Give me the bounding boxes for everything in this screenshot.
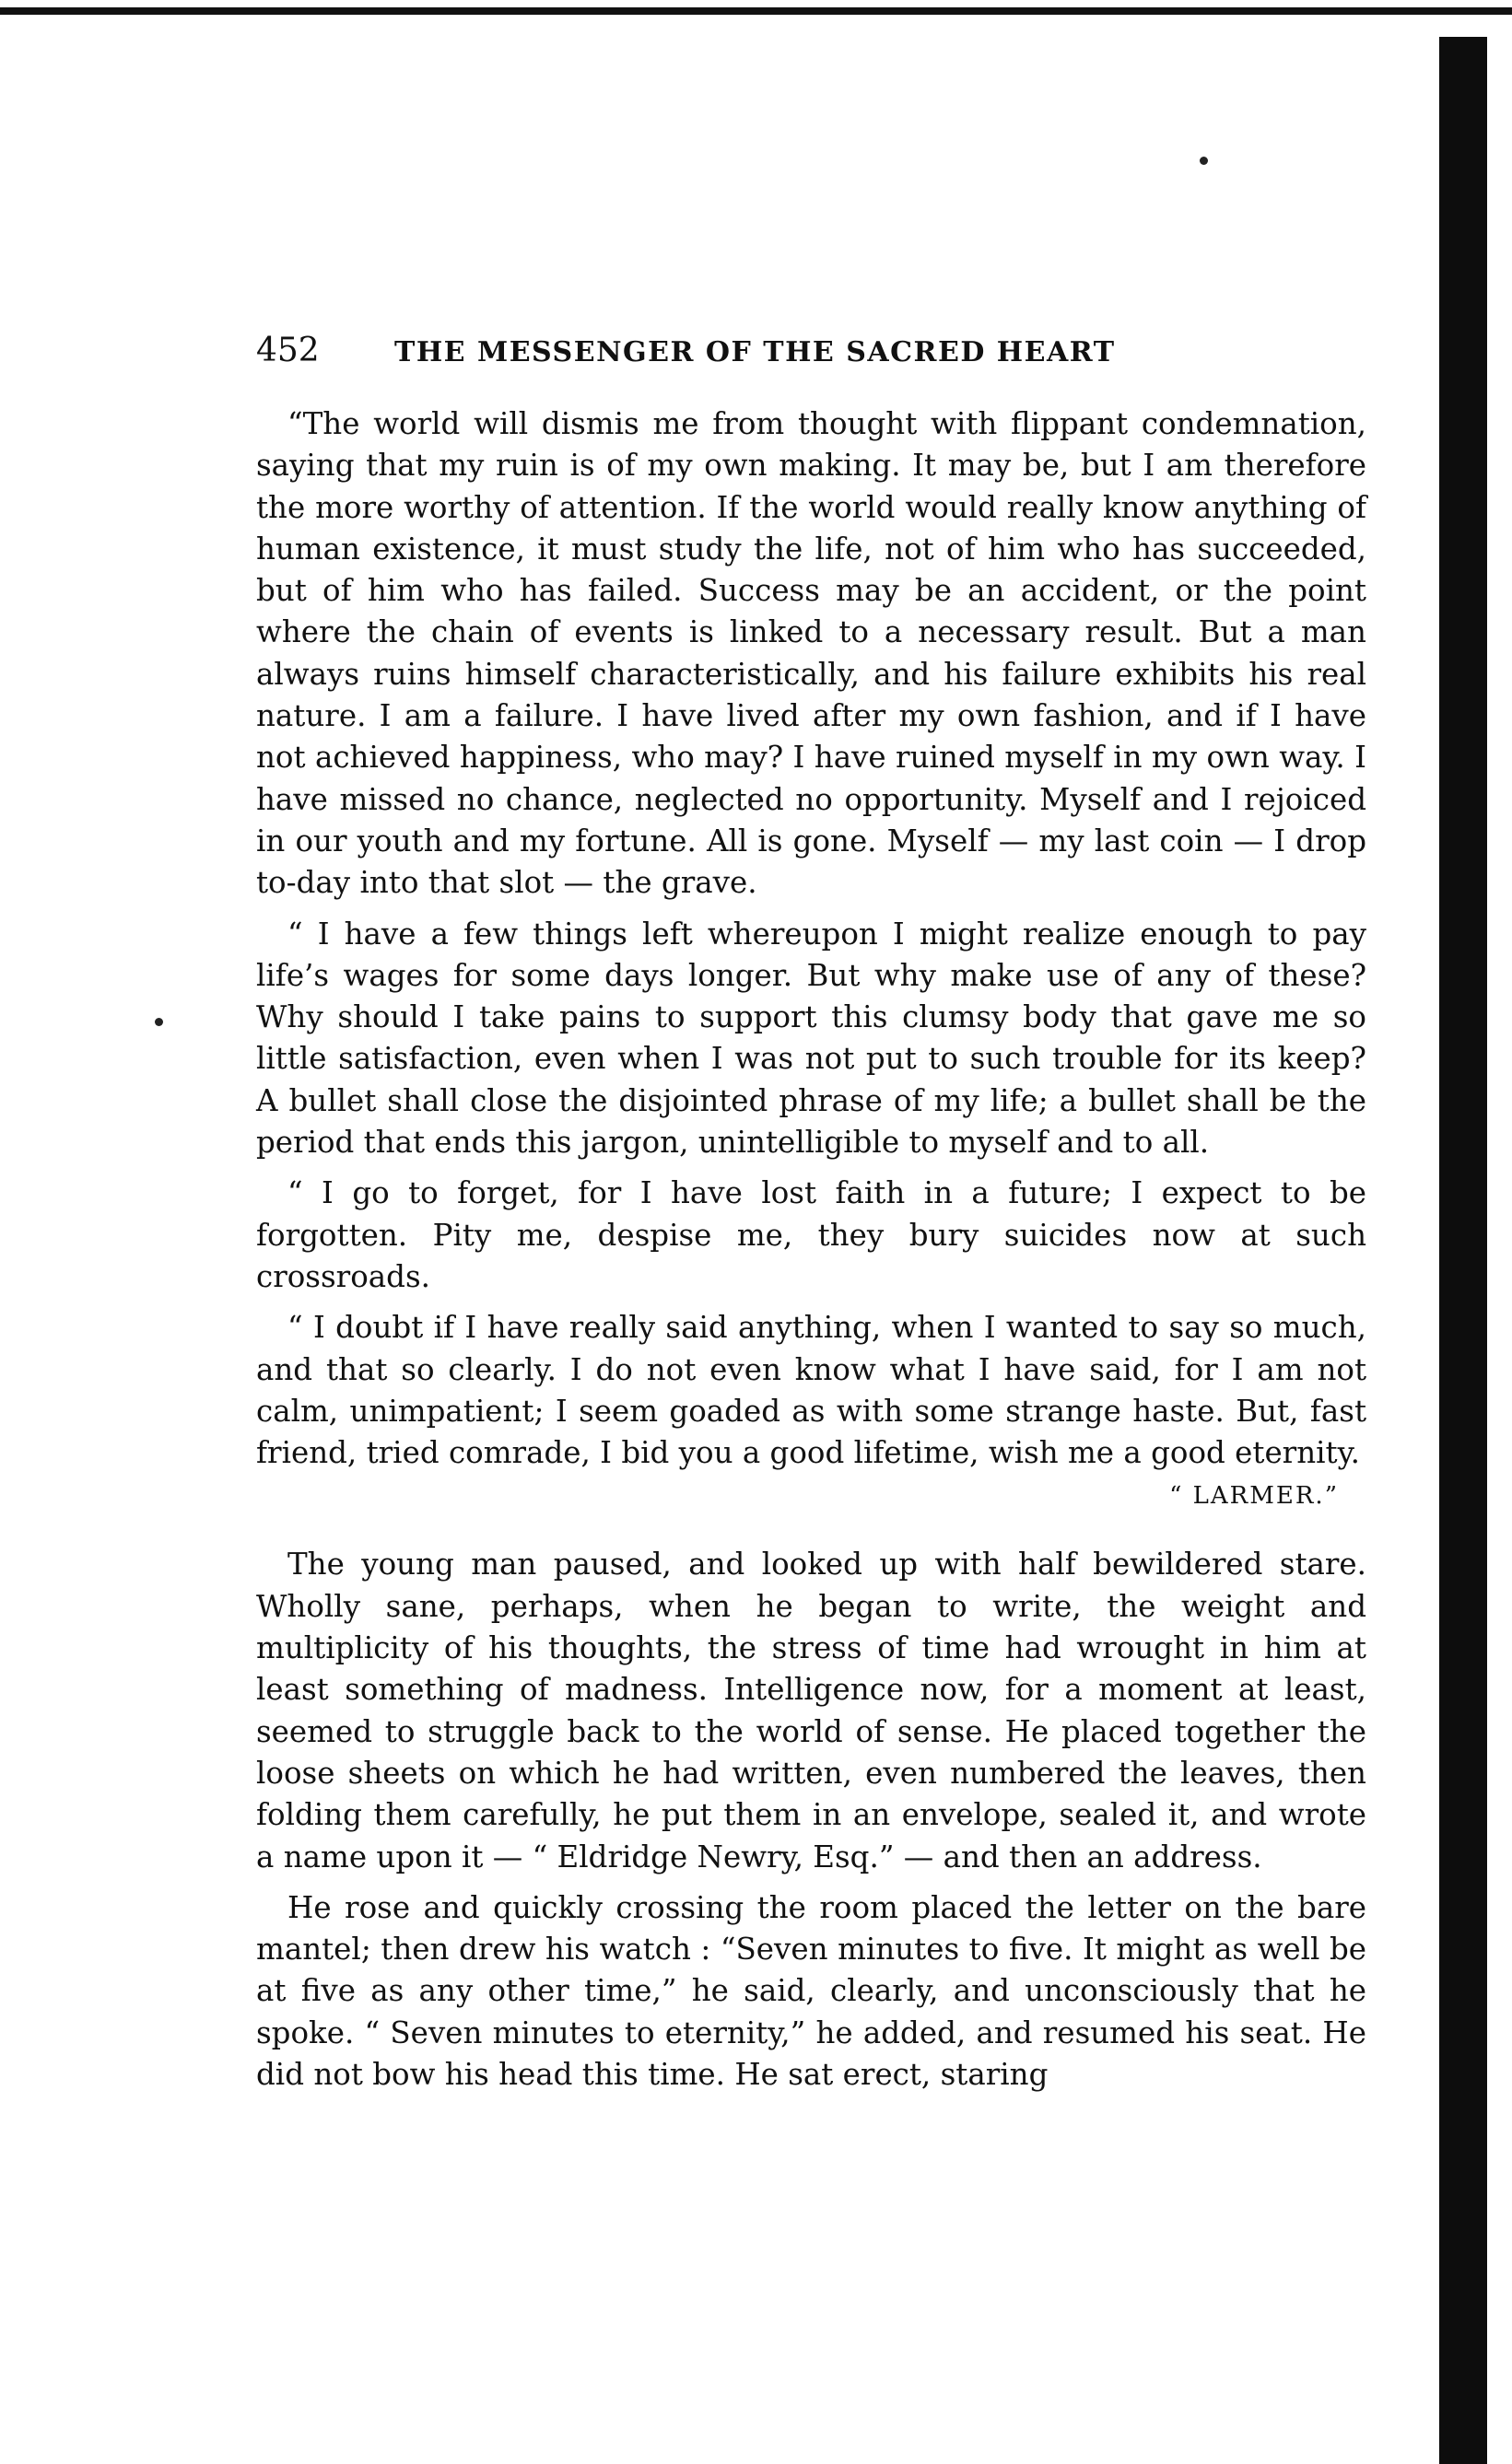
page-number: 452 xyxy=(256,332,320,369)
page-header xyxy=(256,332,1366,383)
scan-right-edge xyxy=(1439,37,1487,2464)
letter-paragraph-2: “ I have a few things left whereupon I might realize enough to pay life’s wages for some days longer. But why make use of any of these? Why should I take pains to support this clumsy body that gave me so little satisfaction, even when I was not put to such trouble for its keep? A bullet shall close the disjointed phrase of my life; a bullet shall be the period that ends this jargon, unintelligible to myself and to all. xyxy=(256,916,1366,1161)
letter-paragraph-3: “ I go to forget, for I have lost faith in a future; I expect to be forgotten. Pity me, despise me, they bury suicides now at such crossroads. xyxy=(256,1175,1366,1294)
book-page xyxy=(256,332,1366,2105)
scan-speck xyxy=(1200,157,1208,165)
narrative-paragraph-1: The young man paused, and looked up with half bewildered stare. Wholly sane, perhaps, when he began to write, the weight and multiplicity of his thoughts, the stress of time had wrought in him at least something of madness. Intelligence now, for a moment at least, seemed to struggle back to the world of sense. He placed together the loose sheets on which he had written, even numbered the leaves, then folding them carefully, he put them in an envelope, sealed it, and wrote a name upon it — “ Eldridge Newry, Esq.” — and then an address. xyxy=(256,1547,1366,1874)
letter-paragraph-4: “ I doubt if I have really said anything, when I wanted to say so much, and that so clearly. I do not even know what I have said, for I am not calm, unimpatient; I seem goaded as with some strange haste. But, fast friend, tried comrade, I bid you a good lifetime, wish me a good eternity. xyxy=(256,1310,1366,1471)
running-title: THE MESSENGER OF THE SACRED HEART xyxy=(394,336,1116,368)
narrative-paragraph-2: He rose and quickly crossing the room placed the letter on the bare mantel; then drew his watch : “Seven minutes to five. It might as well be at five as any other time,” he said, clearly, and unconsciously that he spoke. “ Seven minutes to eternity,” he added, and resumed his seat. He did not bow his head this time. He sat erect, staring xyxy=(256,1889,1366,2092)
scan-speck xyxy=(155,1018,163,1026)
scan-top-border xyxy=(0,7,1512,15)
letter-paragraph-1: “The world will dismis me from thought with flippant condemnation, saying that my ruin is of my own making. It may be, but I am therefore the more worthy of attention. If the world would really know anything of human existence, it must study the life, not of him who has succeeded, but of him who has failed. Success may be an accident, or the point where the chain of events is linked to a necessary result. But a man always ruins himself characteristically, and his failure exhibits his real nature. I am a failure. I have lived after my own fashion, and if I have not achieved happiness, who may? I have ruined myself in my own way. I have missed no chance, neglected no opportunity. Myself and I rejoiced in our youth and my fortune. All is gone. Myself — my last coin — I drop to-day into that slot — the grave. xyxy=(256,406,1366,901)
letter-signature: “ LARMER.” xyxy=(1169,1482,1339,1511)
